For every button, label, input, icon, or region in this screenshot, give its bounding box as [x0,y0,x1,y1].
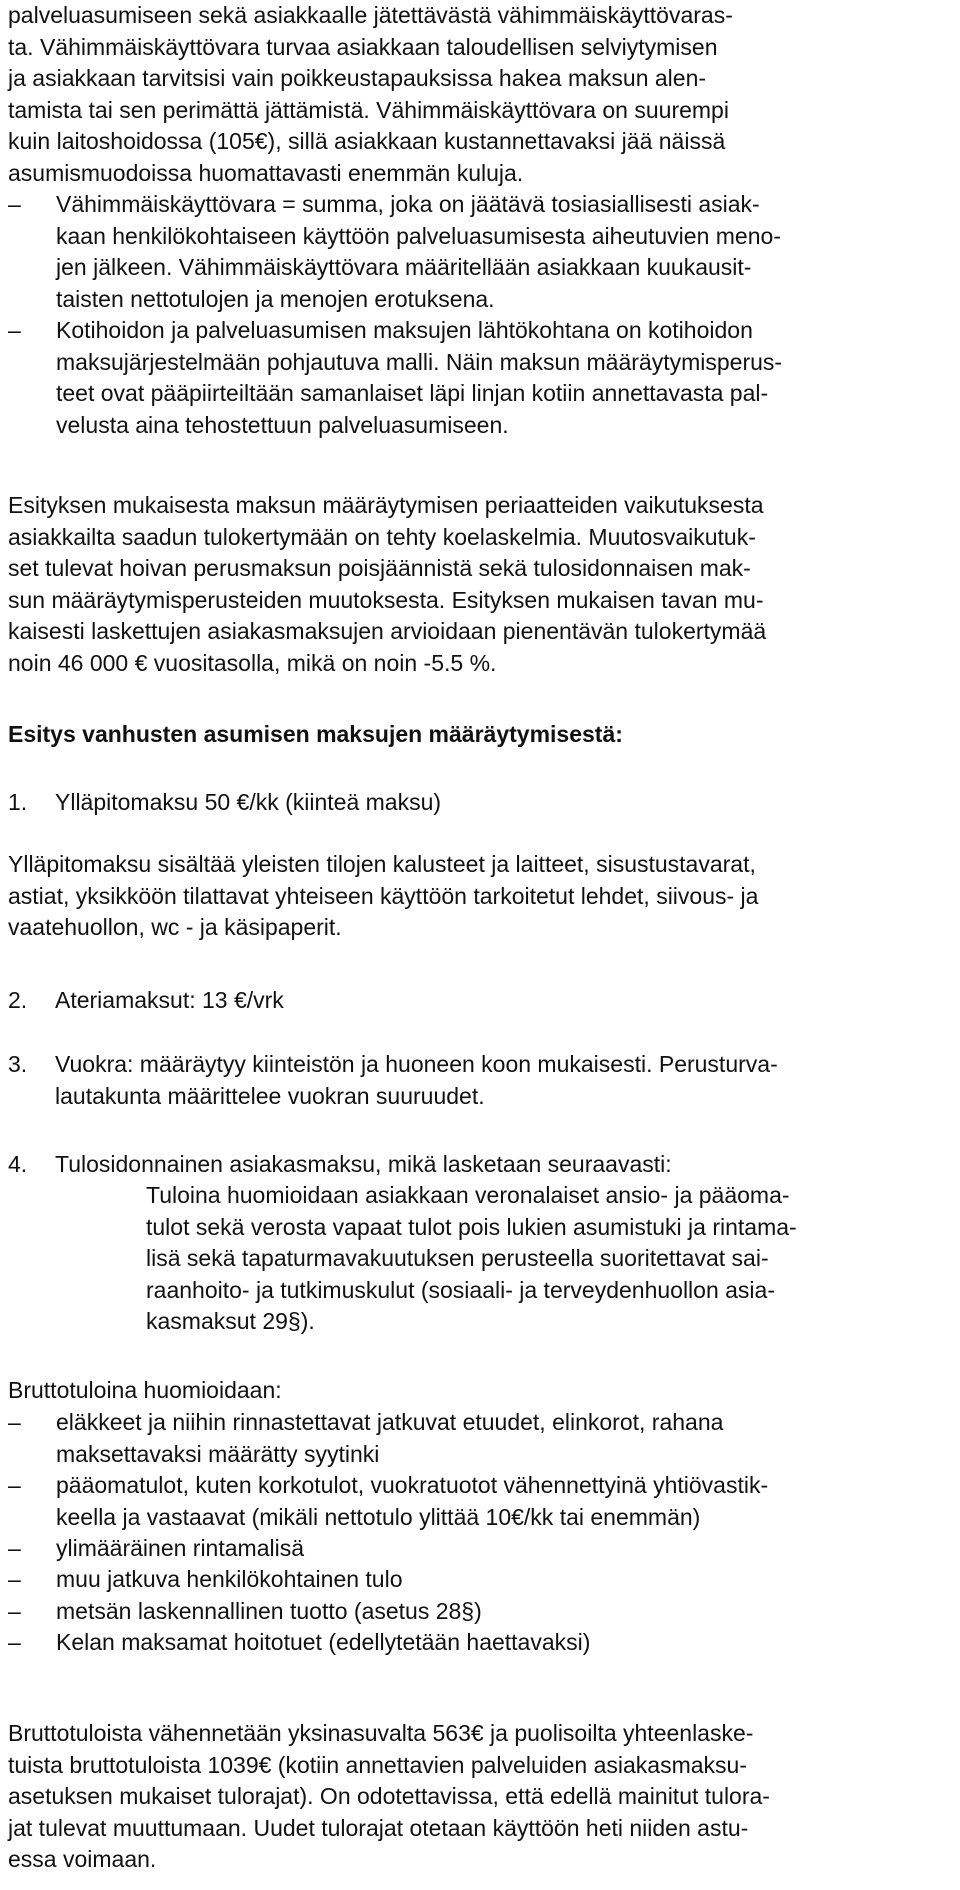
text-line: set tulevat hoivan perusmaksun poisjäännistä sekä tulosidonnaisen mak- [8,555,751,581]
text-line: asumismuodoissa huomattavasti enemmän kuluja. [8,159,524,186]
paragraph-deductions [8,1718,948,1876]
text-line: Vähimmäiskäyttövara = summa, joka on jäätävä tosiasiallisesti asiak- [56,191,760,217]
text-line: kuin laitoshoidossa (105€), sillä asiakkaan kustannettavaksi jää näissä [8,128,726,154]
item-text: Ylläpitomaksu 50 €/kk (kiinteä maksu) [55,789,442,815]
text-line: Ylläpitomaksu sisältää yleisten tilojen kalusteet ja laitteet, sisustustavarat, [8,851,756,877]
dash-bullet: – [8,1629,21,1655]
text-line: pääomatulot, kuten korkotulot, vuokratuotot vähennettyinä yhtiövastik- [56,1472,769,1498]
dash-item-text [56,1564,403,1596]
text-line: muu jatkuva henkilökohtainen tulo [56,1566,403,1592]
text-line: jen jälkeen. Vähimmäiskäyttövara määritellään asiakkaan kuukausit- [56,254,752,280]
income-definition [146,1180,797,1338]
dash-bullet: – [8,1472,21,1498]
text-line: eläkkeet ja niihin rinnastettavat jatkuvat etuudet, elinkorot, rahana [56,1409,724,1435]
text-line: ja asiakkaan tarvitsisi vain poikkeustapauksissa hakea maksun alen- [8,65,707,91]
text-line: Kotihoidon ja palveluasumisen maksujen lähtökohtana on kotihoidon [56,317,753,343]
gross-income-label: Bruttotuloina huomioidaan: [8,1377,282,1403]
dash-item-text [56,1470,768,1533]
text-line: Esityksen mukaisesta maksun määräytymisen periaatteiden vaikutuksesta [8,492,764,518]
text-line: tulot sekä verosta vapaat tulot pois lukien asumistuki ja rintama- [146,1213,797,1240]
item-number: 1. [8,789,28,815]
text-line: ta. Vähimmäiskäyttövara turvaa asiakkaan taloudellisen selviytymisen [8,33,718,60]
dash-bullet: – [8,1598,21,1624]
text-line: keella ja vastaavat (mikäli nettotulo ylittää 10€/kk tai enemmän) [56,1503,701,1530]
text-line: raanhoito- ja tutkimuskulut (sosiaali- ja terveydenhuollon asia- [146,1276,775,1303]
item-number: 2. [8,987,28,1013]
text-line: lautakunta määrittelee vuokran suuruudet. [55,1082,485,1109]
text-line: maksettavaksi määrätty syytinki [56,1440,380,1467]
text-line: palveluasumiseen sekä asiakkaalle jätettävästä vähimmäiskäyttövaras- [8,2,733,28]
item-text [55,1049,778,1112]
text-line: sun määräytymisperusteiden muutoksesta. Esityksen mukaisen tavan mu- [8,586,764,613]
text-line: Bruttotuloista vähennetään yksinasuvalta 563€ ja puolisoilta yhteenlaske- [8,1720,754,1746]
text-line: noin 46 000 € vuositasolla, mikä on noin -5.5 %. [8,649,497,676]
dash-bullet: – [8,317,21,343]
dash-bullet: – [8,1566,21,1592]
dash-item-text [56,1533,304,1565]
section-heading: Esitys vanhusten asumisen maksujen määräytymisestä: [8,721,623,747]
text-line: essa voimaan. [8,1846,157,1872]
text-line: astiat, yksikköön tilattavat yhteiseen käyttöön tarkoitetut lehdet, siivous- ja [8,882,759,909]
text-line: asiakkailta saadun tulokertymään on tehty koelaskelmia. Muutosvaikutuk- [8,523,756,550]
text-line: asetuksen mukaiset tulorajat). On odotettavissa, että edellä mainitut tulora- [8,1783,770,1809]
text-line: taisten nettotulojen ja menojen erotuksena. [56,285,495,312]
dash-item-text [56,1596,482,1628]
text-line: kaan henkilökohtaiseen käyttöön palveluasumisesta aiheutuvien meno- [56,222,781,249]
paragraph-effects [8,490,948,679]
paragraph-intro [8,0,948,189]
text-line: Vuokra: määräytyy kiinteistön ja huoneen koon mukaisesti. Perusturva- [55,1051,778,1077]
text-line: Kelan maksamat hoitotuet (edellytetään haettavaksi) [56,1629,591,1655]
text-line: maksujärjestelmään pohjautuva malli. Näin maksun määräytymisperus- [56,348,783,375]
text-line: lisä sekä tapaturmavakuutuksen perusteella suoritettavat sai- [146,1245,769,1271]
text-line: Tuloina huomioidaan asiakkaan veronalaiset ansio- ja pääoma- [146,1182,790,1208]
dash-bullet: – [8,1409,21,1435]
text-line: jat tulevat muuttumaan. Uudet tulorajat otetaan käyttöön heti niiden astu- [8,1814,749,1841]
item-number: 3. [8,1051,28,1077]
dash-bullet: – [8,1535,21,1561]
text-line: tamista tai sen perimättä jättämistä. Vähimmäiskäyttövara on suurempi [8,96,729,123]
text-line: kaisesti laskettujen asiakasmaksujen arvioidaan pienentävän tulokertymää [8,618,767,644]
item-number: 4. [8,1151,28,1177]
dash-item-text [56,189,781,315]
text-line: ylimääräinen rintamalisä [56,1535,304,1561]
text-line: kasmaksut 29§). [146,1308,315,1334]
text-line: vaatehuollon, wc - ja käsipaperit. [8,914,342,940]
text-line: metsän laskennallinen tuotto (asetus 28§) [56,1598,482,1624]
item-text: Ateriamaksut: 13 €/vrk [55,987,284,1013]
text-line: teet ovat pääpiirteiltään samanlaiset läpi linjan kotiin annettavasta pal- [56,380,769,406]
paragraph-maintenance [8,849,948,944]
text-line: velusta aina tehostettuun palveluasumiseen. [56,411,509,438]
item-text: Tulosidonnainen asiakasmaksu, mikä lasketaan seuraavasti: [55,1151,672,1177]
dash-bullet: – [8,191,21,217]
text-line: tuista bruttotuloista 1039€ (kotiin annettavien palveluiden asiakasmaksu- [8,1751,747,1778]
dash-item-text [56,315,782,441]
dash-item-text [56,1407,723,1470]
dash-item-text [56,1627,590,1659]
